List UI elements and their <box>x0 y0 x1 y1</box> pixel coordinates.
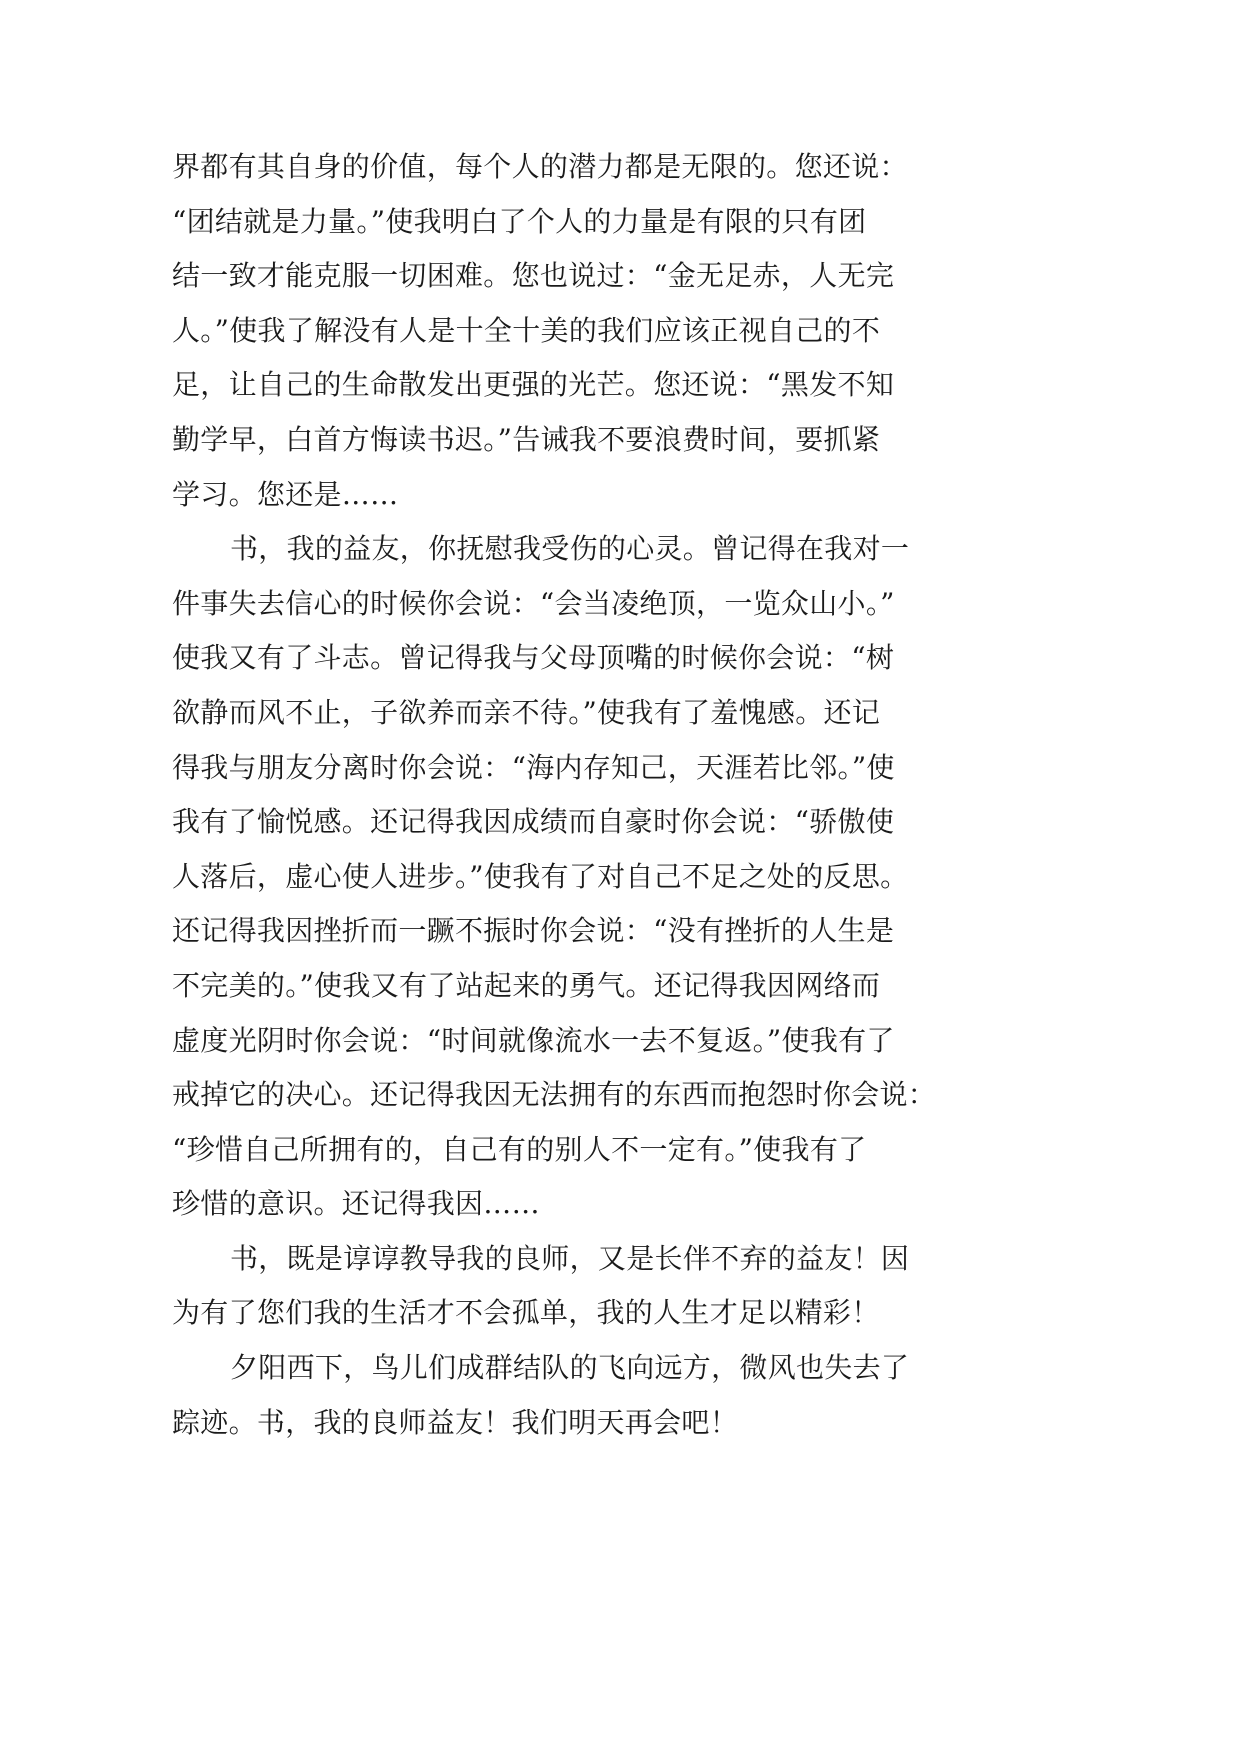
text-line: 踪迹。书，我的良师益友！我们明天再会吧！ <box>172 1405 739 1439</box>
text-line: 结一致才能克服一切困难。您也说过：“金无足赤，人无完 <box>172 259 895 293</box>
text-line: “珍惜自己所拥有的，自己有的别人不一定有。”使我有了 <box>172 1132 867 1166</box>
document-body <box>172 140 947 1450</box>
text-line: 人。”使我了解没有人是十全十美的我们应该正视自己的不 <box>172 313 881 347</box>
text-line: 我有了愉悦感。还记得我因成绩而自豪时你会说：“骄傲使 <box>172 805 895 839</box>
text-line: 得我与朋友分离时你会说：“海内存知己，天涯若比邻。”使 <box>172 750 895 784</box>
text-line: 使我又有了斗志。曾记得我与父母顶嘴的时候你会说：“树 <box>172 641 895 675</box>
paragraph-first-line: 夕阳西下，鸟儿们成群结队的飞向远方，微风也失去了 <box>230 1351 910 1385</box>
paragraph-first-line: 书，既是谆谆教导我的良师，又是长伴不弃的益友！因 <box>230 1241 910 1275</box>
text-line: 勤学早，白首方悔读书迟。”告诫我不要浪费时间，要抓紧 <box>172 422 881 456</box>
text-line: 不完美的。”使我又有了站起来的勇气。还记得我因网络而 <box>172 968 881 1002</box>
text-line: 欲静而风不止，子欲养而亲不待。”使我有了羞愧感。还记 <box>172 695 881 729</box>
text-line: 界都有其自身的价值，每个人的潜力都是无限的。您还说： <box>172 150 908 183</box>
text-line: 珍惜的意识。还记得我因…… <box>172 1187 540 1221</box>
text-line: 足，让自己的生命散发出更强的光芒。您还说：“黑发不知 <box>172 368 895 402</box>
text-line: “团结就是力量。”使我明白了个人的力量是有限的只有团 <box>172 204 867 238</box>
text-line: 还记得我因挫折而一蹶不振时你会说：“没有挫折的人生是 <box>172 914 895 948</box>
text-line: 为有了您们我的生活才不会孤单，我的人生才足以精彩！ <box>172 1296 880 1330</box>
text-line: 戒掉它的决心。还记得我因无法拥有的东西而抱怨时你会说： <box>172 1078 937 1112</box>
text-line: 件事失去信心的时候你会说：“会当凌绝顶，一览众山小。” <box>172 586 895 620</box>
paragraph-first-line: 书，我的益友，你抚慰我受伤的心灵。曾记得在我对一 <box>230 532 910 566</box>
text-line: 学习。您还是…… <box>172 477 399 511</box>
text-line: 人落后，虚心使人进步。”使我有了对自己不足之处的反思。 <box>172 859 909 893</box>
text-line: 虚度光阴时你会说：“时间就像流水一去不复返。”使我有了 <box>172 1023 895 1057</box>
